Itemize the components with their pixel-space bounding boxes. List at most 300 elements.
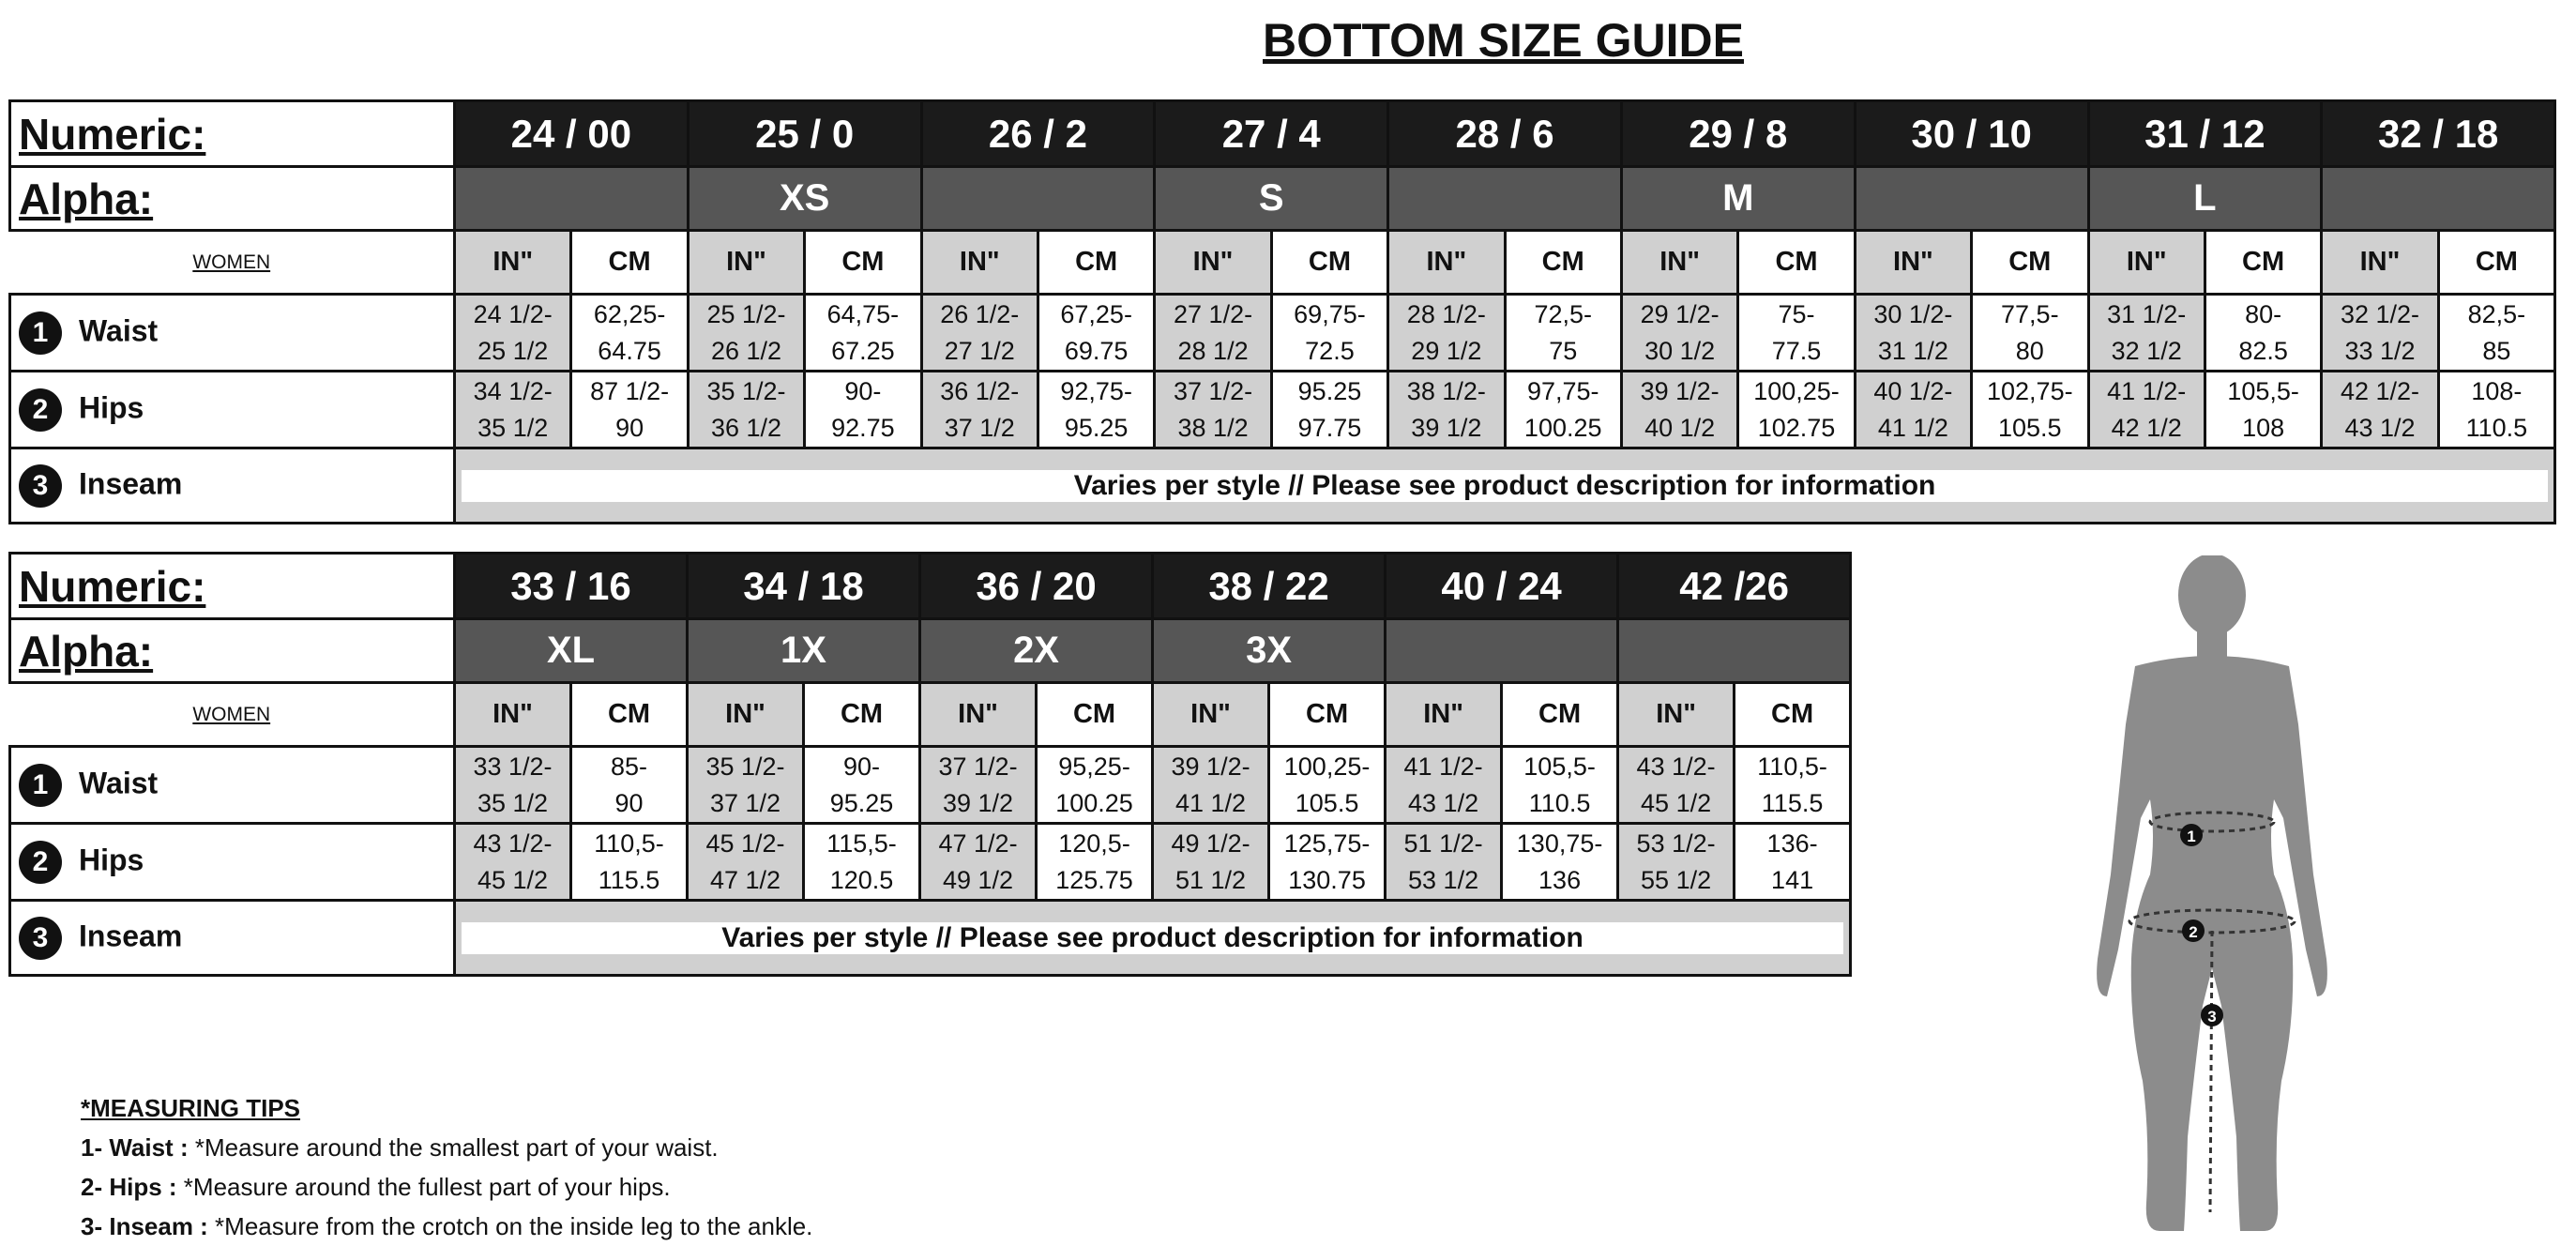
numeric-row [10,101,2555,167]
inseam-label [10,901,455,976]
value-line: 85- [610,752,648,781]
value-line: 90 [615,413,644,442]
value-line: 24 1/2- [473,299,553,328]
inch-value [1855,372,1971,448]
numeric-size: 28 / 6 [1388,101,1622,167]
body-measurement-figure [2081,555,2343,1238]
value-line: 100.25 [1055,788,1133,817]
value-line: 110.5 [1528,788,1591,817]
value-line: 105.5 [1295,788,1359,817]
inch-value [920,824,1037,901]
cm-value [2205,295,2321,372]
numeric-size: 26 / 2 [921,101,1155,167]
numeric-size: 27 / 4 [1155,101,1388,167]
hips-label [10,824,455,901]
alpha-size [1386,619,1618,683]
tip-waist [81,1128,812,1167]
value-line: 90- [844,376,882,405]
cm-header: CM [1972,231,2088,295]
cm-header: CM [2438,231,2554,295]
alpha-size [455,167,689,231]
alpha-row [10,167,2555,231]
value-line: 41 1/2 [1877,413,1948,442]
alpha-size: S [1155,167,1388,231]
value-line: 37 1/2 [944,413,1015,442]
measuring-tips [81,1088,812,1246]
inch-value [920,747,1037,824]
hips-label [10,372,455,448]
number-badge: 3 [19,464,62,508]
value-line: 37 1/2- [1174,376,1253,405]
measurement-name: Waist [79,312,159,347]
value-line: 41 1/2- [2107,376,2187,405]
cm-header: CM [1037,683,1153,747]
inch-value [921,372,1038,448]
unit-row [10,231,2555,295]
value-line: 53 1/2- [1636,828,1716,858]
inch-header: IN" [1855,231,1971,295]
value-line: 82.5 [2238,336,2288,365]
value-line: 51 1/2- [1403,828,1483,858]
numeric-label: Numeric: [10,554,455,619]
alpha-size [921,167,1155,231]
value-line: 43 1/2- [473,828,553,858]
value-line: 39 1/2 [942,788,1014,817]
value-line: 110.5 [2465,413,2528,442]
inch-header: IN" [455,683,571,747]
alpha-size: 1X [688,619,920,683]
value-line: 90 [614,788,644,817]
value-line: 75- [1778,299,1815,328]
cm-value [1505,372,1621,448]
inch-value [1621,372,1737,448]
value-line: 120.5 [829,865,894,894]
value-line: 55 1/2 [1641,865,1712,894]
gender-label: WOMEN [10,683,455,747]
inch-value [2322,372,2438,448]
hips-row [10,824,1851,901]
value-line: 27 1/2 [944,336,1015,365]
inch-header: IN" [455,231,571,295]
inseam-row [10,448,2555,524]
cm-value [1269,824,1386,901]
value-line: 43 1/2- [1636,752,1716,781]
inch-header: IN" [1618,683,1735,747]
value-line: 69.75 [1064,336,1129,365]
value-line: 105,5- [2227,376,2299,405]
measurement-name: Hips [79,389,144,424]
tip-label: 1- Waist : [81,1133,189,1162]
tip-text: *Measure around the fullest part of your hips. [176,1173,671,1201]
cm-value [805,372,921,448]
tip-inseam [81,1207,812,1246]
value-line: 35 1/2 [477,788,549,817]
page-title: BOTTOM SIZE GUIDE [1263,14,1744,67]
value-line: 97.75 [1297,413,1362,442]
inch-header: IN" [920,683,1037,747]
inch-value [1618,824,1735,901]
cm-value [1038,372,1154,448]
value-line: 75 [1549,336,1578,365]
inch-header: IN" [1621,231,1737,295]
cm-value [805,295,921,372]
inch-value [1388,295,1505,372]
inch-value [921,295,1038,372]
inch-value [1153,747,1269,824]
value-line: 26 1/2- [940,299,1020,328]
numeric-label: Numeric: [10,101,455,167]
value-line: 62,25- [593,299,666,328]
value-line: 125.75 [1055,865,1133,894]
value-line: 85 [2482,336,2511,365]
value-line: 36 1/2 [710,413,782,442]
cm-value [2205,372,2321,448]
value-line: 45 1/2 [477,865,549,894]
value-line: 72,5- [1534,299,1592,328]
value-line: 69,75- [1294,299,1366,328]
value-line: 80- [2245,299,2282,328]
measurement-name: Hips [79,842,144,876]
alpha-size [1388,167,1622,231]
value-line: 30 1/2 [1644,336,1716,365]
cm-value [1735,747,1851,824]
inch-header: IN" [1155,231,1271,295]
value-line: 82,5- [2467,299,2526,328]
value-line: 28 1/2- [1406,299,1486,328]
tip-label: 3- Inseam : [81,1212,208,1240]
cm-header: CM [805,231,921,295]
alpha-size: M [1621,167,1855,231]
value-line: 43 1/2 [2344,413,2416,442]
numeric-size: 40 / 24 [1386,554,1618,619]
value-line: 37 1/2 [709,788,781,817]
inch-value [688,372,804,448]
waist-label [10,295,455,372]
cm-header: CM [1038,231,1154,295]
value-line: 38 1/2 [1177,413,1249,442]
waist-row [10,295,2555,372]
value-line: 105,5- [1523,752,1596,781]
marker-label: 1 [2187,828,2196,845]
numeric-size: 42 /26 [1618,554,1851,619]
value-line: 136 [1538,865,1582,894]
tips-title: *MEASURING TIPS [81,1094,301,1122]
cm-header: CM [1735,683,1851,747]
cm-value [571,824,688,901]
value-line: 115.5 [1761,788,1824,817]
marker-3 [2201,1004,2223,1026]
cm-value [1271,372,1387,448]
numeric-size: 32 / 18 [2322,101,2555,167]
value-line: 95.25 [829,788,894,817]
cm-header: CM [1502,683,1618,747]
alpha-size [2322,167,2555,231]
cm-value [571,372,688,448]
value-line: 100,25- [1283,752,1371,781]
inch-value [455,295,571,372]
inch-value [455,824,571,901]
inch-header: IN" [688,231,804,295]
inch-value [1388,372,1505,448]
value-line: 47 1/2- [938,828,1018,858]
cm-value [1738,295,1855,372]
value-line: 77,5- [2001,299,2059,328]
value-line: 136- [1766,828,1818,858]
gender-label: WOMEN [10,231,455,295]
value-line: 25 1/2 [477,336,549,365]
value-line: 53 1/2 [1408,865,1479,894]
number-badge: 3 [19,917,62,960]
cm-value [1735,824,1851,901]
value-line: 125,75- [1283,828,1371,858]
alpha-size [1618,619,1851,683]
inch-value [1155,295,1271,372]
value-line: 35 1/2 [477,413,549,442]
value-line: 87 1/2- [590,376,670,405]
value-line: 130,75- [1516,828,1603,858]
inseam-note: Varies per style // Please see product description for information [462,922,1843,954]
numeric-size: 36 / 20 [920,554,1153,619]
numeric-size: 24 / 00 [455,101,689,167]
cm-value [571,747,688,824]
value-line: 30 1/2- [1873,299,1953,328]
inch-value [1855,295,1971,372]
numeric-row [10,554,1851,619]
value-line: 40 1/2 [1644,413,1716,442]
value-line: 49 1/2 [942,865,1014,894]
value-line: 29 1/2- [1640,299,1720,328]
inch-header: IN" [1388,231,1505,295]
cm-header: CM [1505,231,1621,295]
inch-value [688,824,804,901]
cm-value [2438,372,2554,448]
value-line: 42 1/2- [2340,376,2420,405]
value-line: 31 1/2- [2107,299,2187,328]
alpha-label: Alpha: [10,619,455,683]
alpha-row [10,619,1851,683]
cm-value [1502,747,1618,824]
value-line: 110,5- [1757,752,1827,781]
value-line: 26 1/2 [710,336,782,365]
marker-label: 2 [2189,923,2198,941]
value-line: 102.75 [1757,413,1836,442]
cm-header: CM [804,683,920,747]
value-line: 110,5- [594,828,664,858]
value-line: 105.5 [1998,413,2062,442]
value-line: 39 1/2- [1171,752,1250,781]
value-line: 92.75 [831,413,895,442]
inch-value [1155,372,1271,448]
value-line: 92,75- [1060,376,1132,405]
value-line: 39 1/2 [1411,413,1482,442]
value-line: 37 1/2- [938,752,1018,781]
numeric-size: 34 / 18 [688,554,920,619]
tip-hips [81,1167,812,1207]
cm-value [804,747,920,824]
value-line: 36 1/2- [940,376,1020,405]
value-line: 115,5- [826,828,897,858]
numeric-size: 31 / 12 [2088,101,2322,167]
tip-label: 2- Hips : [81,1173,177,1201]
value-line: 77.5 [1771,336,1822,365]
cm-value [1269,747,1386,824]
value-line: 28 1/2 [1177,336,1249,365]
number-badge: 2 [19,388,62,432]
inch-value [1618,747,1735,824]
cm-value [1037,824,1153,901]
alpha-label: Alpha: [10,167,455,231]
size-table-plus [8,552,1852,977]
cm-value [1502,824,1618,901]
cm-header: CM [1738,231,1855,295]
inch-header: IN" [921,231,1038,295]
number-badge: 1 [19,764,62,807]
inseam-measure-line [2210,931,2212,1212]
marker-1 [2180,824,2203,846]
value-line: 95,25- [1058,752,1130,781]
value-line: 33 1/2- [473,752,553,781]
inch-value [2088,295,2205,372]
alpha-size: 3X [1153,619,1386,683]
cm-value [1738,372,1855,448]
alpha-size: XL [455,619,688,683]
number-badge: 2 [19,841,62,884]
value-line: 51 1/2 [1175,865,1247,894]
value-line: 41 1/2- [1403,752,1483,781]
value-line: 67,25- [1060,299,1132,328]
value-line: 108- [2471,376,2523,405]
inch-header: IN" [1386,683,1502,747]
inseam-note-cell [455,901,1851,976]
inch-value [1153,824,1269,901]
cm-value [1505,295,1621,372]
alpha-size: 2X [920,619,1153,683]
cm-header: CM [1269,683,1386,747]
value-line: 130.75 [1288,865,1366,894]
inch-value [2088,372,2205,448]
value-line: 42 1/2 [2111,413,2182,442]
value-line: 120,5- [1058,828,1130,858]
measurement-name: Waist [79,765,159,799]
alpha-size: XS [688,167,921,231]
inch-value [455,747,571,824]
inseam-label [10,448,455,524]
value-line: 29 1/2 [1411,336,1482,365]
inch-value [1386,747,1502,824]
value-line: 31 1/2 [1877,336,1948,365]
value-line: 32 1/2- [2340,299,2420,328]
inch-header: IN" [688,683,804,747]
inseam-row [10,901,1851,976]
cm-value [571,295,688,372]
numeric-size: 25 / 0 [688,101,921,167]
alpha-size [1855,167,2088,231]
value-line: 47 1/2 [709,865,781,894]
inch-value [2322,295,2438,372]
inch-value [455,372,571,448]
value-line: 100,25- [1753,376,1840,405]
value-line: 141 [1771,865,1814,894]
value-line: 95.25 [1297,376,1362,405]
cm-value [804,824,920,901]
tip-text: *Measure around the smallest part of your waist. [188,1133,719,1162]
number-badge: 1 [19,312,62,355]
numeric-size: 29 / 8 [1621,101,1855,167]
value-line: 39 1/2- [1640,376,1720,405]
numeric-size: 38 / 22 [1153,554,1386,619]
measurement-name: Inseam [79,918,183,952]
size-table-regular [8,99,2556,524]
value-line: 49 1/2- [1171,828,1250,858]
inseam-note: Varies per style // Please see product description for information [462,470,2548,502]
value-line: 35 1/2- [706,376,786,405]
value-line: 90- [843,752,881,781]
inch-header: IN" [2322,231,2438,295]
value-line: 41 1/2 [1175,788,1247,817]
value-line: 108 [2242,413,2285,442]
cm-value [1972,372,2088,448]
marker-label: 3 [2207,1008,2217,1026]
marker-2 [2182,919,2205,942]
waist-label [10,747,455,824]
inch-value [1621,295,1737,372]
inch-value [688,747,804,824]
value-line: 45 1/2 [1641,788,1712,817]
value-line: 34 1/2- [473,376,553,405]
inch-header: IN" [1153,683,1269,747]
hips-row [10,372,2555,448]
value-line: 38 1/2- [1406,376,1486,405]
cm-header: CM [571,683,688,747]
unit-row [10,683,1851,747]
value-line: 33 1/2 [2344,336,2416,365]
value-line: 80 [2015,336,2044,365]
value-line: 67.25 [831,336,895,365]
inch-header: IN" [2088,231,2205,295]
cm-header: CM [2205,231,2321,295]
value-line: 102,75- [1987,376,2073,405]
inseam-note-cell [455,448,2555,524]
value-line: 40 1/2- [1873,376,1953,405]
cm-value [1972,295,2088,372]
alpha-size: L [2088,167,2322,231]
cm-value [1038,295,1154,372]
cm-value [1271,295,1387,372]
cm-value [2438,295,2554,372]
tip-text: *Measure from the crotch on the inside leg to the ankle. [207,1212,813,1240]
measurement-name: Inseam [79,465,183,500]
inch-value [1386,824,1502,901]
value-line: 100.25 [1523,413,1602,442]
numeric-size: 30 / 10 [1855,101,2088,167]
cm-value [1037,747,1153,824]
value-line: 25 1/2- [706,299,786,328]
inch-value [688,295,804,372]
value-line: 95.25 [1064,413,1129,442]
value-line: 64.75 [598,336,661,365]
cm-header: CM [571,231,688,295]
numeric-size: 33 / 16 [455,554,688,619]
value-line: 27 1/2- [1174,299,1253,328]
value-line: 64,75- [826,299,900,328]
value-line: 43 1/2 [1408,788,1479,817]
waist-row [10,747,1851,824]
value-line: 72.5 [1305,336,1355,365]
value-line: 35 1/2- [705,752,785,781]
cm-header: CM [1271,231,1387,295]
value-line: 115.5 [598,865,660,894]
value-line: 97,75- [1526,376,1599,405]
